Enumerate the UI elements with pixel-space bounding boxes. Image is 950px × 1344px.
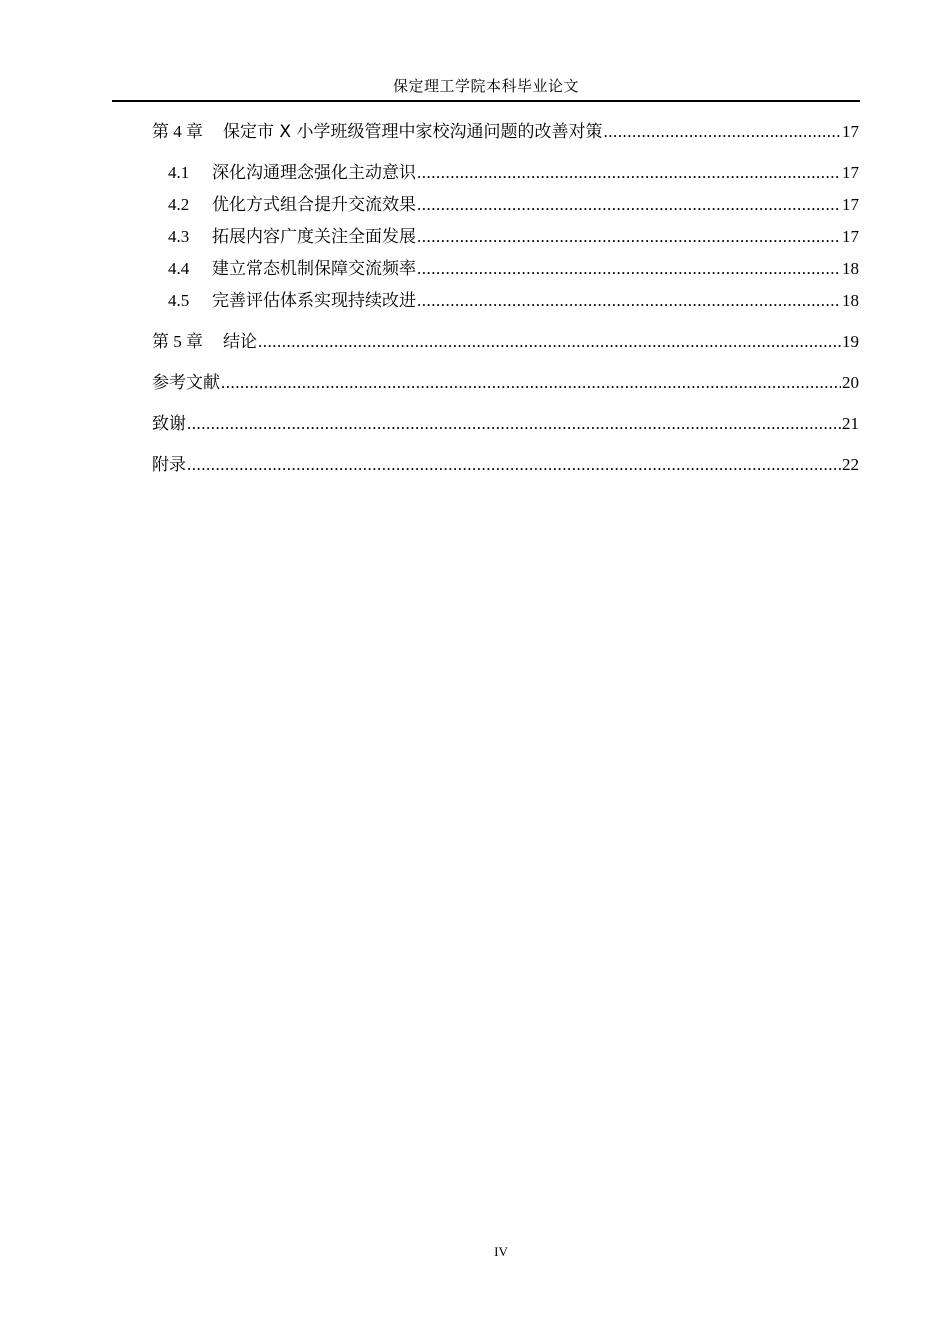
toc-entry-title: 保定市 X 小学班级管理中家校沟通问题的改善对策 <box>223 122 603 142</box>
toc-entry-page: 21 <box>842 414 859 433</box>
toc-entry-number: 4.5 <box>168 291 190 310</box>
toc-entry-chapter-4[interactable] <box>152 118 859 146</box>
toc-entry-title: 致谢 <box>152 414 186 434</box>
toc-entry-page: 17 <box>842 195 859 214</box>
dot-leader <box>417 255 841 283</box>
toc-entry-appendix[interactable] <box>152 451 859 479</box>
page-number: IV <box>494 1244 508 1259</box>
dot-leader <box>417 159 841 187</box>
toc-entry-number: 第 5 章 <box>152 332 203 351</box>
toc-entry-acknowledgements[interactable] <box>152 410 859 438</box>
dot-leader <box>187 410 841 438</box>
toc-entry-page: 17 <box>842 227 859 246</box>
toc-entry-4-2[interactable] <box>152 191 859 219</box>
toc-entry-references[interactable] <box>152 369 859 397</box>
toc-entry-chapter-5[interactable] <box>152 328 859 356</box>
toc-entry-4-5[interactable] <box>152 287 859 315</box>
dot-leader <box>187 451 841 479</box>
toc-entry-number: 4.1 <box>168 163 190 182</box>
toc-entry-number: 第 4 章 <box>152 122 203 141</box>
table-of-contents <box>152 118 859 492</box>
toc-entry-title: 深化沟通理念强化主动意识 <box>212 163 416 183</box>
dot-leader <box>417 223 841 251</box>
toc-entry-page: 19 <box>842 332 859 351</box>
toc-entry-title: 优化方式组合提升交流效果 <box>212 195 416 215</box>
dot-leader <box>221 369 841 397</box>
toc-entry-title: 参考文献 <box>152 373 220 393</box>
dot-leader <box>603 118 841 146</box>
toc-entry-page: 20 <box>842 373 859 392</box>
dot-leader <box>258 328 841 356</box>
running-header: 保定理工学院本科毕业论文 <box>392 77 579 95</box>
toc-entry-title: 结论 <box>223 332 257 352</box>
header-rule <box>112 100 860 102</box>
toc-entry-title: 附录 <box>152 455 186 475</box>
toc-entry-page: 17 <box>842 163 859 182</box>
toc-entry-title: 完善评估体系实现持续改进 <box>212 291 416 311</box>
toc-entry-page: 22 <box>842 455 859 474</box>
toc-entry-page: 18 <box>842 259 859 278</box>
toc-entry-number: 4.4 <box>168 259 190 278</box>
dot-leader <box>417 287 841 315</box>
toc-entry-4-3[interactable] <box>152 223 859 251</box>
toc-entry-4-1[interactable] <box>152 159 859 187</box>
toc-entry-4-4[interactable] <box>152 255 859 283</box>
toc-entry-page: 17 <box>842 122 859 141</box>
toc-entry-number: 4.3 <box>168 227 190 246</box>
toc-entry-title: 建立常态机制保障交流频率 <box>212 259 416 279</box>
toc-entry-page: 18 <box>842 291 859 310</box>
toc-entry-number: 4.2 <box>168 195 190 214</box>
toc-entry-title: 拓展内容广度关注全面发展 <box>212 227 416 247</box>
dot-leader <box>417 191 841 219</box>
